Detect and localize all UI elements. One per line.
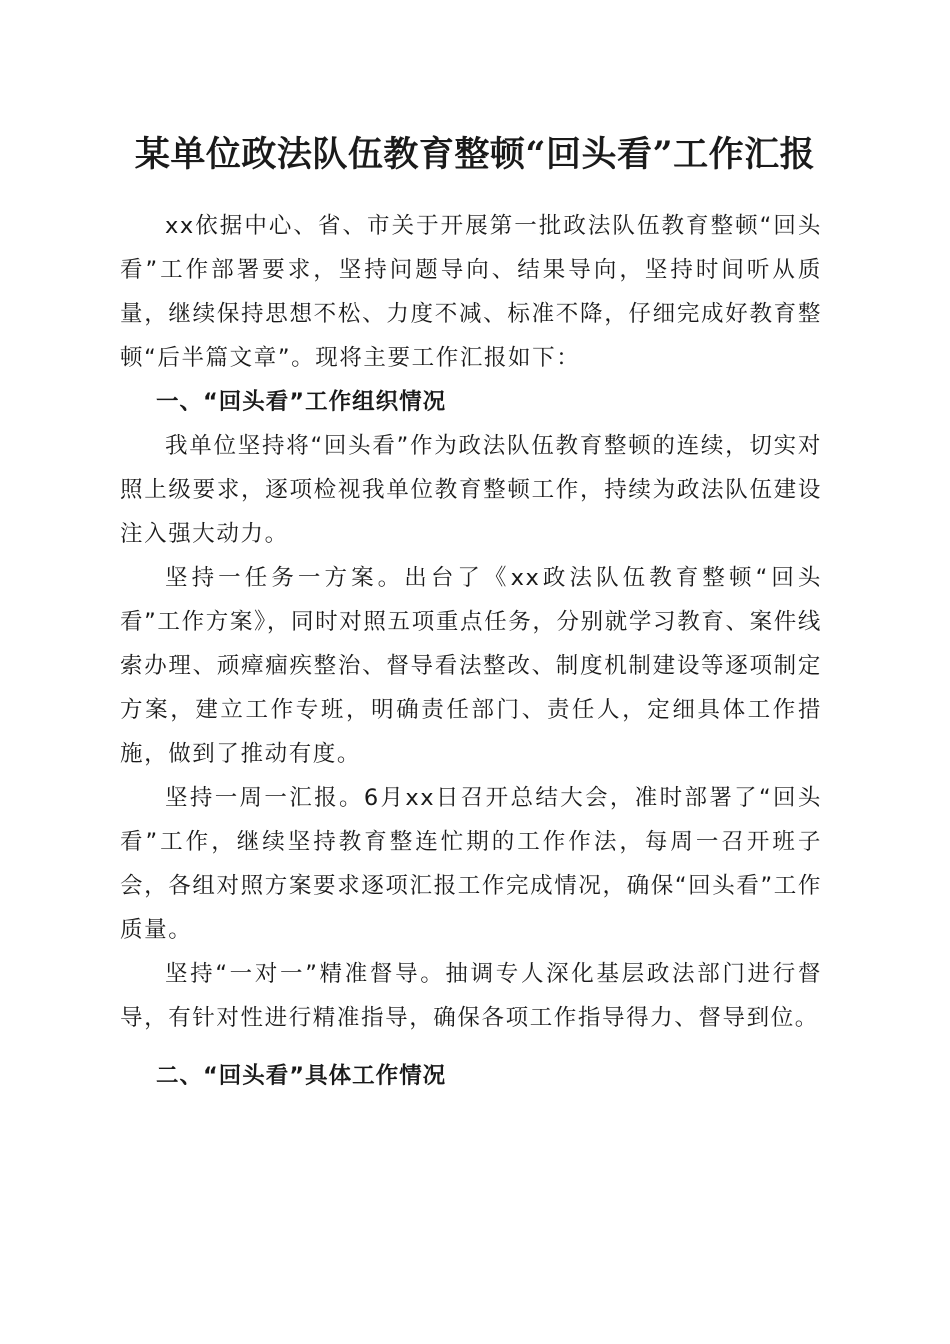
section-1-paragraph-3: 坚持一周一汇报。6月xx日召开总结大会，准时部署了“回头看”工作，继续坚持教育整连忙期的工作作法，每周一召开班子会，各组对照方案要求逐项汇报工作完成情况，确保“回头看”工作质量。	[120, 785, 822, 943]
section-2-heading: 二、“回头看”具体工作情况	[156, 1063, 447, 1089]
section-1-heading: 一、“回头看”工作组织情况	[156, 389, 447, 415]
document-body	[120, 204, 822, 1098]
section-1-paragraph-1: 我单位坚持将“回头看”作为政法队伍教育整顿的连续，切实对照上级要求，逐项检视我单位教育整顿工作，持续为政法队伍建设注入强大动力。	[120, 433, 822, 547]
section-1-paragraph-4: 坚持“一对一”精准督导。抽调专人深化基层政法部门进行督导，有针对性进行精准指导，确保各项工作指导得力、督导到位。	[120, 961, 822, 1031]
section-1-paragraph-2: 坚持一任务一方案。出台了《xx政法队伍教育整顿“回头看”工作方案》，同时对照五项重点任务，分别就学习教育、案件线索办理、顽瘴痼疾整治、督导看法整改、制度机制建设等逐项制定方案，建立工作专班，明确责任部门、责任人，定细具体工作措施，做到了推动有度。	[120, 565, 822, 767]
intro-paragraph: xx依据中心、省、市关于开展第一批政法队伍教育整顿“回头看”工作部署要求，坚持问题导向、结果导向，坚持时间听从质量，继续保持思想不松、力度不减、标准不降，仔细完成好教育整顿“后半篇文章”。现将主要工作汇报如下：	[120, 213, 822, 371]
document-title: 某单位政法队伍教育整顿“回头看”工作汇报	[134, 134, 816, 175]
